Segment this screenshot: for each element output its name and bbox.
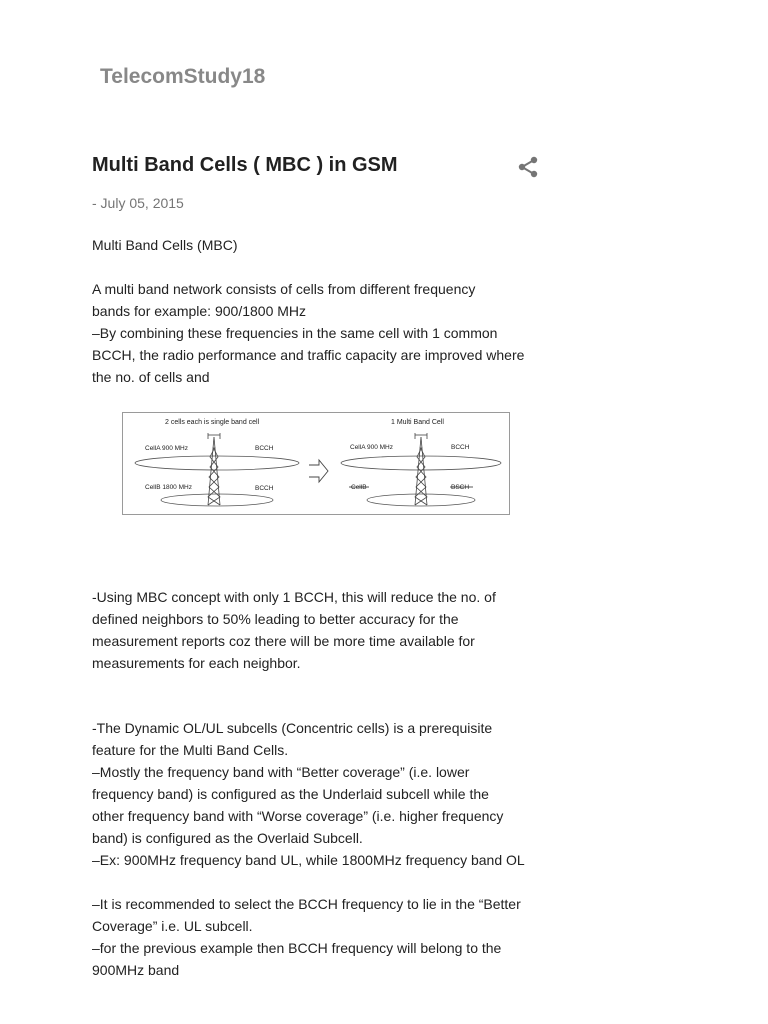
text-line: -Using MBC concept with only 1 BCCH, this will reduce the no. of (92, 589, 496, 605)
text-line: measurement reports coz there will be more time available for (92, 633, 475, 649)
text-line: frequency band) is configured as the Underlaid subcell while the (92, 786, 489, 802)
text-line: Coverage” i.e. UL subcell. (92, 918, 253, 934)
right-cell-a-coverage (341, 456, 501, 470)
left-cell-b-coverage (161, 494, 273, 506)
text-line: BCCH, the radio performance and traffic capacity are improved where (92, 347, 525, 363)
text-line: –By combining these frequencies in the same cell with 1 common (92, 325, 498, 341)
left-cell-a-label: CellA 900 MHz (145, 445, 188, 452)
left-diagram-title: 2 cells each is single band cell (165, 419, 260, 426)
text-line: band) is configured as the Overlaid Subcell. (92, 830, 363, 846)
bcch-paragraph (92, 893, 552, 981)
text-line: –It is recommended to select the BCCH frequency to lie in the “Better (92, 896, 521, 912)
text-line: A multi band network consists of cells from different frequency (92, 281, 476, 297)
mbc-diagram (122, 412, 510, 515)
right-bcch-b-label: BSCH (451, 484, 470, 491)
text-line: defined neighbors to 50% leading to better accuracy for the (92, 611, 459, 627)
text-line: –Ex: 900MHz frequency band UL, while 1800MHz frequency band OL (92, 852, 525, 868)
right-bcch-a-label: BCCH (451, 444, 470, 451)
text-line: 900MHz band (92, 962, 180, 978)
right-diagram-title: 1 Multi Band Cell (391, 419, 444, 426)
post-date: - July 05, 2015 (92, 195, 184, 211)
post-title: Multi Band Cells ( MBC ) in GSM (92, 154, 398, 176)
text-line: –for the previous example then BCCH frequency will belong to the (92, 940, 502, 956)
text-line: feature for the Multi Band Cells. (92, 742, 289, 758)
right-cell-a-label: CellA 900 MHz (350, 444, 393, 451)
blog-title[interactable]: TelecomStudy18 (100, 65, 266, 88)
arrow-icon (309, 460, 328, 482)
text-line: other frequency band with “Worse coverage” (i.e. higher frequency (92, 808, 504, 824)
post-heading (92, 234, 552, 256)
dynamic-subcells-paragraph (92, 717, 552, 871)
mbc-paragraph (92, 586, 552, 674)
text-line: –Mostly the frequency band with “Better coverage” (i.e. lower (92, 764, 470, 780)
right-cell-b-coverage (367, 494, 475, 506)
text-line: -The Dynamic OL/UL subcells (Concentric cells) is a prerequisite (92, 720, 493, 736)
text-line: bands for example: 900/1800 MHz (92, 303, 307, 319)
share-button[interactable] (514, 153, 542, 181)
intro-paragraph (92, 278, 552, 388)
left-bcch-b-label: BCCH (255, 485, 274, 492)
left-cell-b-label: CellB 1800 MHz (145, 484, 192, 491)
share-icon (514, 153, 542, 181)
right-cell-b-label: CellB (351, 484, 367, 491)
text-line: measurements for each neighbor. (92, 655, 301, 671)
left-bcch-a-label: BCCH (255, 445, 274, 452)
post-heading-text: Multi Band Cells (MBC) (92, 237, 238, 253)
text-line: the no. of cells and (92, 369, 210, 385)
